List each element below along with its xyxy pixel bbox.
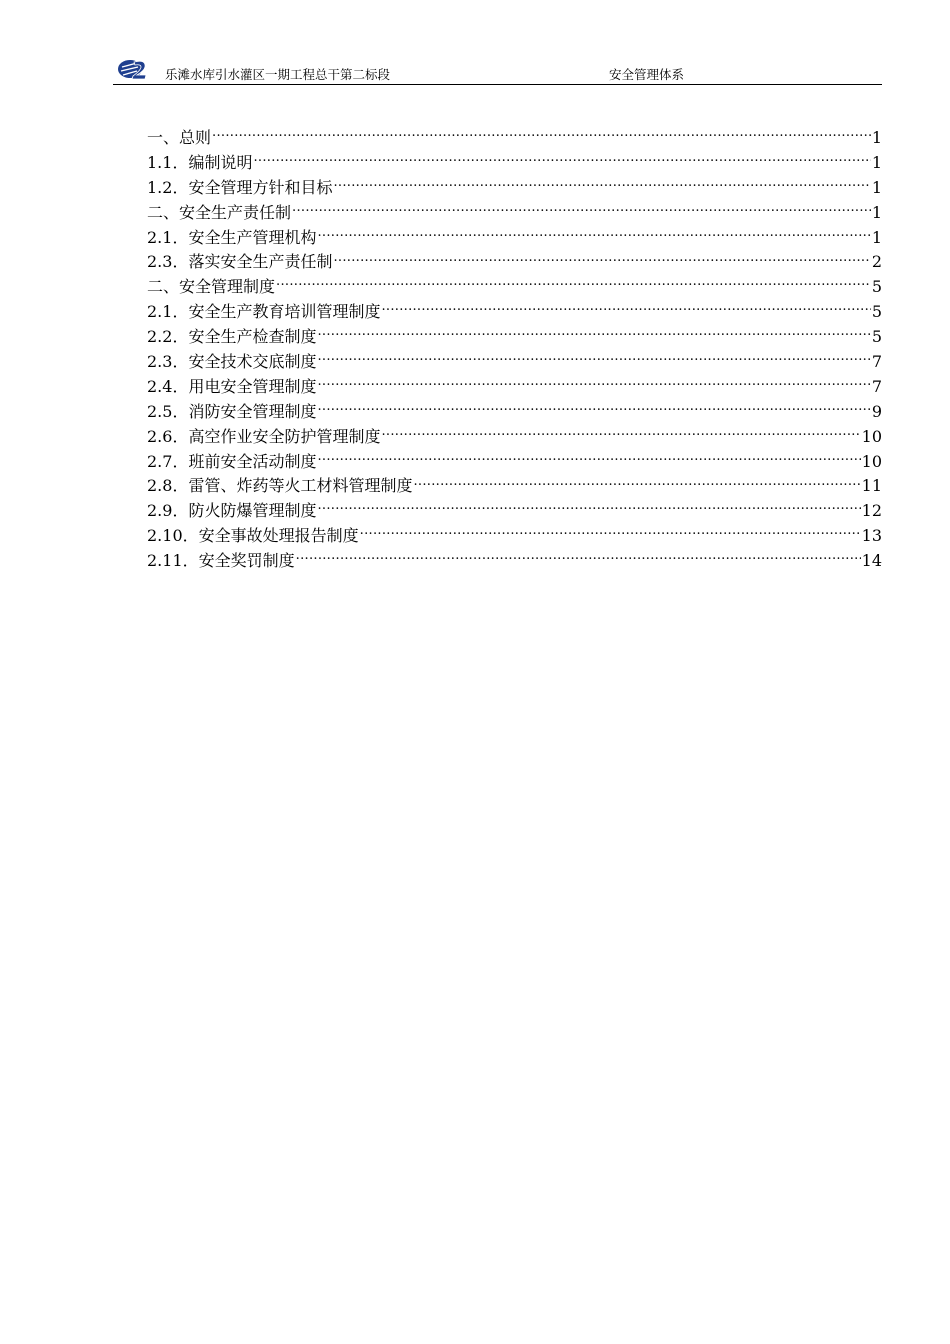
toc-entry-page: 10 [861,451,882,471]
table-of-contents [147,126,882,574]
toc-entry-number: 2.1． [147,227,189,247]
toc-entry-number: 2.10． [147,526,199,546]
toc-entry-page: 1 [871,177,882,197]
toc-entry-title: 安全事故处理报告制度 [198,526,359,546]
toc-entry-title: 班前安全活动制度 [188,451,317,471]
toc-entry-page: 1 [871,152,882,172]
toc-entry[interactable] [147,176,882,201]
toc-entry-page: 9 [871,401,882,421]
toc-entry-title: 安全奖罚制度 [198,551,295,571]
toc-entry-number: 一、 [147,128,180,147]
toc-leader-dots [317,326,870,342]
toc-entry-page: 7 [871,376,882,396]
toc-entry-page: 13 [861,526,882,546]
toc-entry-page: 1 [871,202,882,222]
toc-entry-title: 安全管理制度 [179,277,276,297]
toc-leader-dots [381,301,870,317]
toc-leader-dots [333,177,870,193]
toc-entry-number: 1.1． [147,152,189,172]
toc-leader-dots [317,227,870,243]
toc-entry-page: 2 [871,252,882,272]
toc-entry-page: 7 [871,352,882,372]
toc-entry-page: 5 [871,327,882,347]
toc-leader-dots [333,251,870,267]
toc-entry-number: 2.7． [147,451,189,471]
toc-leader-dots [276,276,871,292]
toc-entry[interactable] [147,201,882,226]
toc-entry[interactable] [147,400,882,425]
toc-entry-page: 10 [861,426,882,446]
toc-entry-title: 安全生产教育培训管理制度 [188,302,381,322]
toc-leader-dots [360,525,861,541]
toc-entry-number: 2.4． [147,376,189,396]
toc-leader-dots [317,351,870,367]
toc-entry-number: 2.2． [147,327,189,347]
toc-leader-dots [317,451,860,467]
toc-entry-number: 2.9． [147,501,189,521]
toc-leader-dots [296,550,861,566]
toc-entry[interactable] [147,151,882,176]
toc-entry[interactable] [147,250,882,275]
project-name: 乐滩水库引水灌区一期工程总干第二标段 [165,67,391,82]
toc-entry-title: 用电安全管理制度 [188,376,317,396]
toc-entry-title: 安全技术交底制度 [188,352,317,372]
toc-entry-page: 5 [871,277,882,297]
toc-entry[interactable] [147,325,882,350]
toc-entry[interactable] [147,275,882,300]
page-header [113,58,882,85]
toc-entry-number: 2.5． [147,401,189,421]
toc-entry-title: 安全生产管理机构 [188,227,317,247]
toc-entry-number: 二、 [147,277,180,297]
toc-entry[interactable] [147,499,882,524]
toc-leader-dots [381,426,860,442]
document-title: 安全管理体系 [609,67,685,82]
toc-entry-title: 编制说明 [188,152,253,172]
toc-entry[interactable] [147,350,882,375]
toc-entry[interactable] [147,375,882,400]
toc-entry-title: 总则 [179,128,212,147]
toc-entry-page: 11 [861,476,882,496]
toc-entry-title: 雷管、炸药等火工材料管理制度 [188,476,413,496]
toc-entry-number: 二、 [147,202,180,222]
toc-entry-number: 2.3． [147,352,189,372]
toc-entry[interactable] [147,524,882,549]
toc-entry[interactable] [147,425,882,450]
toc-entry-page: 5 [871,302,882,322]
company-logo-icon [117,58,149,80]
toc-leader-dots [317,401,870,417]
toc-entry-title: 安全生产责任制 [179,202,292,222]
toc-entry[interactable] [147,474,882,499]
toc-entry[interactable] [147,450,882,475]
toc-entry-number: 2.11． [147,551,199,571]
toc-entry-number: 2.1． [147,302,189,322]
toc-entry-number: 2.6． [147,426,189,446]
toc-leader-dots [292,202,871,218]
toc-entry-title: 落实安全生产责任制 [188,252,333,272]
toc-entry[interactable] [147,226,882,251]
toc-leader-dots [413,475,860,491]
toc-entry-title: 防火防爆管理制度 [188,501,317,521]
toc-entry-page: 1 [871,227,882,247]
toc-entry[interactable] [147,549,882,574]
toc-entry-title: 安全管理方针和目标 [188,177,333,197]
toc-entry-number: 2.8． [147,476,189,496]
toc-entry-title: 高空作业安全防护管理制度 [188,426,381,446]
toc-leader-dots [317,500,860,516]
toc-leader-dots [212,127,871,143]
toc-entry-page: 14 [861,551,882,571]
toc-entry[interactable] [147,126,882,151]
toc-entry-page: 12 [861,501,882,521]
toc-entry[interactable] [147,300,882,325]
toc-entry-number: 1.2． [147,177,189,197]
toc-entry-number: 2.3． [147,252,189,272]
toc-leader-dots [317,376,870,392]
toc-entry-page: 1 [871,128,882,147]
toc-entry-title: 消防安全管理制度 [188,401,317,421]
toc-entry-title: 安全生产检查制度 [188,327,317,347]
toc-leader-dots [253,152,870,168]
